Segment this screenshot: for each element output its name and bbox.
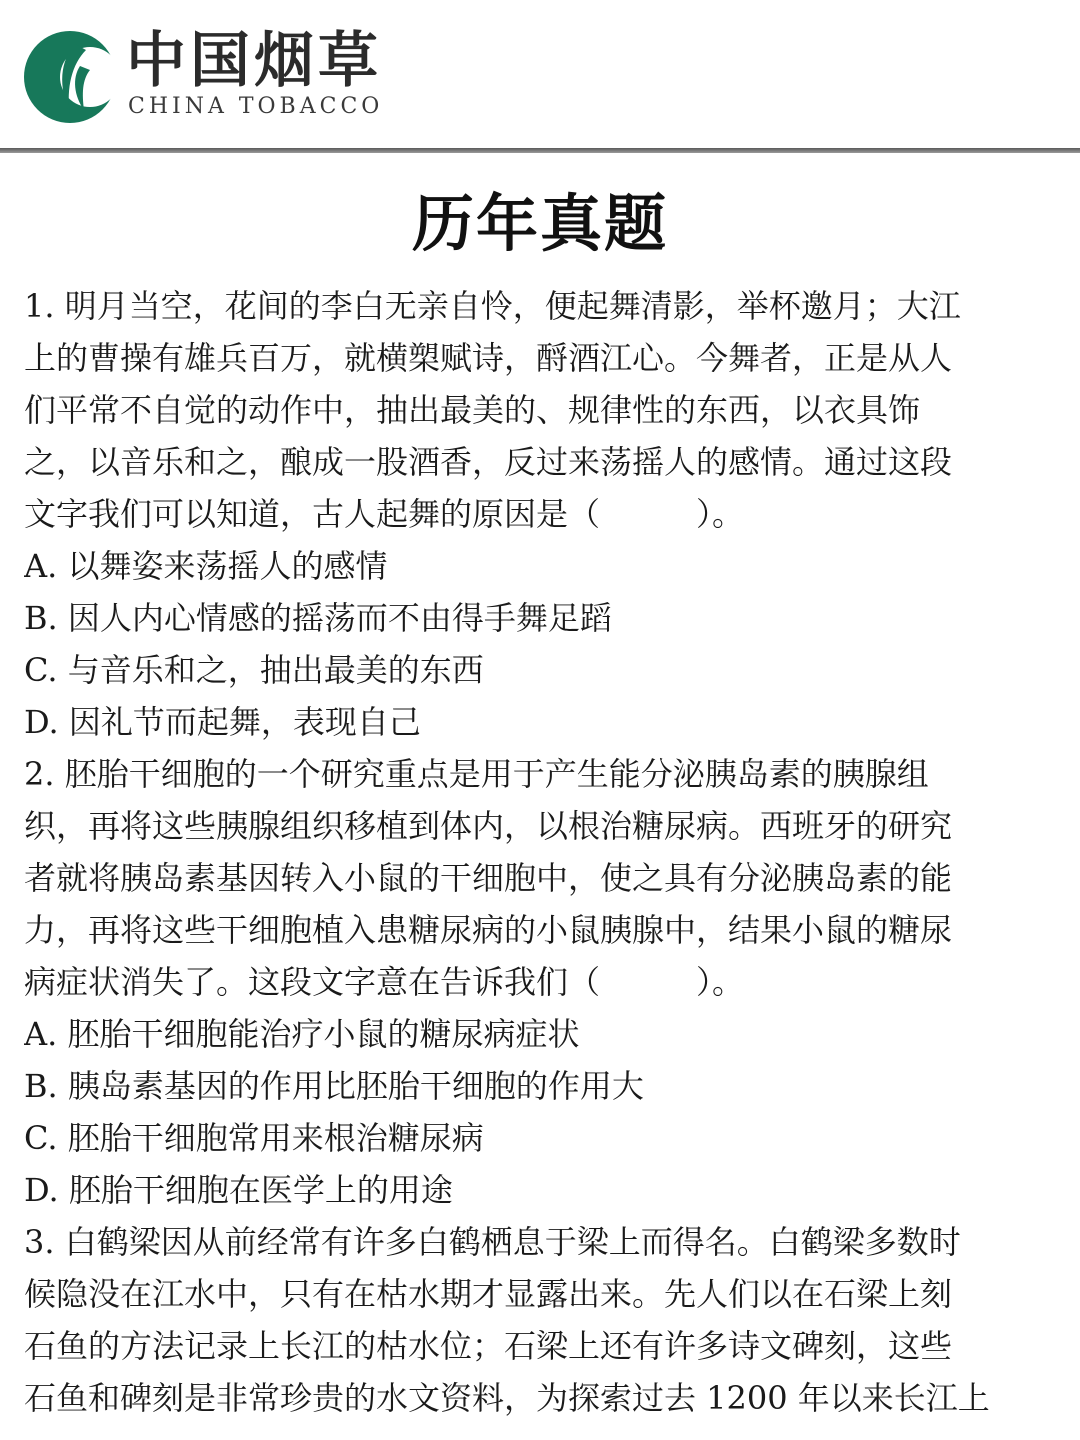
text-line: 3. 白鹤梁因从前经常有许多白鹤栖息于梁上而得名。白鹤梁多数时 [24, 1223, 961, 1261]
text-line: 之，以音乐和之，酿成一股酒香，反过来荡摇人的感情。通过这段 [24, 443, 953, 481]
text-line: 1. 明月当空，花间的李白无亲自怜，便起舞清影，举杯邀月；大江 [24, 287, 961, 325]
text-line: 石鱼和碑刻是非常珍贵的水文资料，为探索过去 1200 年以来长江上 [24, 1379, 990, 1417]
option-line: D. 胚胎干细胞在医学上的用途 [24, 1171, 453, 1209]
option-line: B. 胰岛素基因的作用比胚胎干细胞的作用大 [24, 1067, 644, 1105]
text-line: 文字我们可以知道，古人起舞的原因是（ ）。 [24, 495, 745, 533]
text-line: 们平常不自觉的动作中，抽出最美的、规律性的东西，以衣具饰 [24, 391, 921, 429]
brand-name-en: CHINA TOBACCO [128, 94, 384, 119]
text-line: 病症状消失了。这段文字意在告诉我们（ ）。 [24, 963, 745, 1001]
text-line: 力，再将这些干细胞植入患糖尿病的小鼠胰腺中，结果小鼠的糖尿 [24, 911, 953, 949]
page-title: 历年真题 [411, 187, 668, 260]
option-line: B. 因人内心情感的摇荡而不由得手舞足蹈 [24, 599, 612, 637]
text-line: 织，再将这些胰腺组织移植到体内，以根治糖尿病。西班牙的研究 [24, 807, 953, 845]
text-line: 上的曹操有雄兵百万，就横槊赋诗，酹酒江心。今舞者，正是从人 [24, 339, 953, 377]
question-text [24, 280, 1060, 1424]
page-header [0, 0, 1080, 148]
option-line: A. 以舞姿来荡摇人的感情 [24, 547, 388, 585]
option-line: D. 因礼节而起舞，表现自己 [24, 703, 421, 741]
brand-name-cn: 中国烟草 [126, 26, 382, 96]
text-line: 者就将胰岛素基因转入小鼠的干细胞中，使之具有分泌胰岛素的能 [24, 859, 953, 897]
option-line: C. 胚胎干细胞常用来根治糖尿病 [24, 1119, 484, 1157]
text-line: 2. 胚胎干细胞的一个研究重点是用于产生能分泌胰岛素的胰腺组 [24, 755, 929, 793]
header-divider [0, 148, 1080, 153]
china-tobacco-leaf-icon [20, 26, 116, 128]
option-line: C. 与音乐和之，抽出最美的东西 [24, 651, 484, 689]
text-line: 候隐没在江水中，只有在枯水期才显露出来。先人们以在石梁上刻 [24, 1275, 953, 1313]
option-line: A. 胚胎干细胞能治疗小鼠的糖尿病症状 [24, 1015, 580, 1053]
text-line: 石鱼的方法记录上长江的枯水位；石梁上还有许多诗文碑刻，这些 [24, 1327, 953, 1365]
